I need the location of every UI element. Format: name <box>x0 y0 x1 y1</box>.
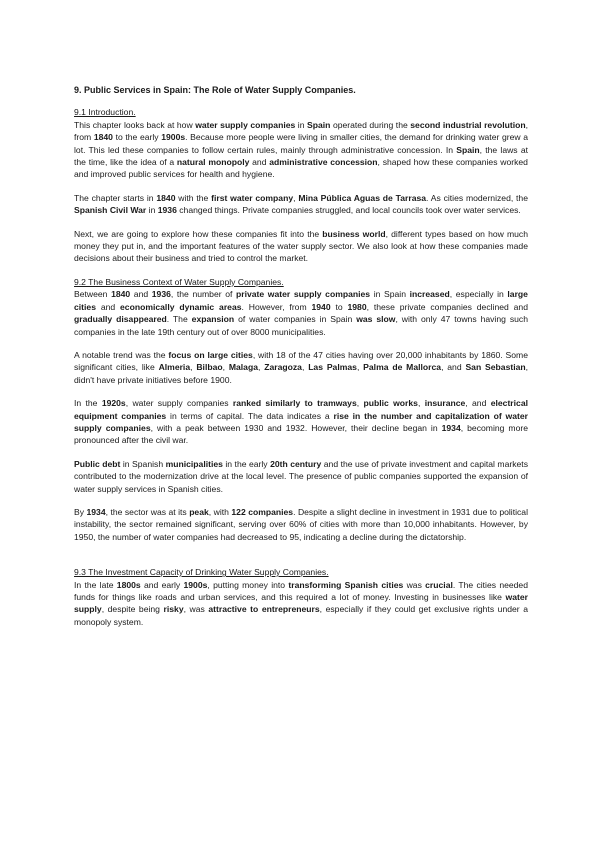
paragraph <box>74 192 528 217</box>
section-gap <box>74 554 528 566</box>
bold-text: public works <box>363 398 418 409</box>
paragraph <box>74 458 528 495</box>
bold-text: attractive to entrepreneurs <box>208 604 320 615</box>
text-run: and <box>95 301 121 312</box>
bold-text: Malaga <box>228 362 258 373</box>
text-run: in <box>295 119 308 130</box>
bold-text: Spain <box>307 119 331 130</box>
text-run: , and <box>465 398 491 409</box>
bold-text: increased <box>409 289 450 300</box>
bold-text: Palma de Mallorca <box>363 362 442 373</box>
bold-text: transforming Spanish cities <box>288 579 404 590</box>
bold-text: focus on large cities <box>168 349 253 360</box>
text-run: , becoming more pronounced after the civil war. <box>74 422 528 446</box>
section-heading: 9.3 The Investment Capacity of Drinking Water Supply Companies. <box>74 567 329 578</box>
text-run: , <box>293 192 299 203</box>
text-run: , putting money into <box>207 579 289 590</box>
text-run: in terms of capital. The data indicates a <box>166 410 334 421</box>
bold-text: 1840 <box>156 192 176 203</box>
text-run: , <box>257 362 265 373</box>
paragraph <box>74 119 528 181</box>
text-run: , despite being <box>101 604 164 615</box>
bold-text: Almeria <box>158 362 191 373</box>
bold-text: Mina Pública Aguas de Tarrasa <box>298 192 427 203</box>
text-run: Between <box>74 289 112 300</box>
text-run: , especially if they could get exclusive rights under a monopoly system. <box>74 604 528 627</box>
paragraph <box>74 397 528 447</box>
bold-text: economically dynamic areas <box>120 301 242 312</box>
text-run: . As cities modernized, the <box>426 192 528 203</box>
bold-text: water supply <box>74 592 528 615</box>
bold-text: San Sebastian <box>465 362 526 373</box>
text-run: and <box>249 157 270 168</box>
text-run: , shaped how these companies worked and improved public services for health and hygiene. <box>74 157 528 180</box>
bold-text: 1936 <box>157 205 177 216</box>
text-run: to the early <box>112 132 162 143</box>
text-run: . The <box>166 314 192 325</box>
bold-text: natural monopoly <box>176 157 250 168</box>
bold-text: expansion <box>191 314 235 325</box>
bold-text: 1900s <box>183 579 208 590</box>
text-run: and the use of private investment and capital markets contributed to the modernization drive at the local level. The presence of public companies supported the expansion of water supply services in Spanish cities. <box>74 458 528 494</box>
text-run: , and <box>441 362 466 373</box>
text-run: to <box>330 301 348 312</box>
bold-text: second industrial revolution <box>410 119 526 130</box>
text-run: The chapter starts in <box>74 192 157 203</box>
bold-text: business world <box>322 228 386 239</box>
text-run: , with only 47 towns having such companies in the late 19th century out of over 8000 municipalities. <box>74 314 528 337</box>
bold-text: 20th century <box>270 458 322 469</box>
text-run: , <box>222 362 229 373</box>
bold-text: peak <box>189 506 209 517</box>
bold-text: administrative concession <box>269 157 378 168</box>
bold-text: crucial <box>425 579 453 590</box>
text-run: operated during the <box>330 119 411 130</box>
text-run: , especially in <box>449 289 508 300</box>
text-run: , these private companies declined and <box>366 301 528 312</box>
bold-text: ranked similarly to tramways <box>232 398 357 409</box>
text-run: . The cities needed funds for things like roads and urban services, and this required a lot of money. Investing in businesses like <box>74 579 528 602</box>
paragraph <box>74 288 528 338</box>
text-run: , didn't have private initiatives before 1900. <box>74 362 529 385</box>
bold-text: was slow <box>356 314 396 325</box>
bold-text: water supply companies <box>195 119 296 130</box>
text-run: in Spanish <box>120 458 166 469</box>
text-run: , the sector was at its <box>105 506 190 517</box>
text-run: , <box>356 398 364 409</box>
text-run: in the early <box>222 458 271 469</box>
bold-text: gradually disappeared <box>74 314 167 325</box>
document-page <box>74 84 528 639</box>
bold-text: 1934 <box>86 506 106 517</box>
text-run: and early <box>140 579 184 590</box>
text-run: , water supply companies <box>125 398 233 409</box>
bold-text: private water supply companies <box>236 289 371 300</box>
text-run: , with a peak between 1930 and 1932. However, their decline began in <box>150 422 442 433</box>
bold-text: electrical equipment companies <box>74 398 528 421</box>
text-run: By <box>74 506 87 517</box>
bold-text: rise in the number and capitalization of water supply companies <box>74 410 529 433</box>
text-run: , <box>417 398 425 409</box>
bold-text: first water company <box>211 192 294 203</box>
text-run: , <box>190 362 197 373</box>
bold-text: 1840 <box>111 289 131 300</box>
bold-text: Bilbao <box>196 362 223 373</box>
text-run: in <box>146 205 158 216</box>
bold-text: Spanish Civil War <box>74 205 147 216</box>
text-run: . However, from <box>241 301 312 312</box>
text-run: A notable trend was the <box>74 349 169 360</box>
bold-text: insurance <box>424 398 466 409</box>
text-run: changed things. Private companies struggled, and local councils took over water services. <box>176 205 521 216</box>
bold-text: Spain <box>456 144 480 155</box>
bold-text: 1920s <box>101 398 126 409</box>
text-run: This chapter looks back at how <box>74 119 196 130</box>
paragraph <box>74 579 528 629</box>
text-run: of water companies in Spain <box>234 314 357 325</box>
text-run: , was <box>183 604 209 615</box>
bold-text: 1936 <box>151 289 171 300</box>
bold-text: Public debt <box>74 458 121 469</box>
bold-text: 1840 <box>93 132 113 143</box>
text-run: , <box>301 362 309 373</box>
bold-text: 1900s <box>161 132 186 143</box>
bold-text: 1940 <box>311 301 331 312</box>
text-run: , from <box>74 119 529 143</box>
paragraph <box>74 506 528 543</box>
text-run: In the <box>74 398 102 409</box>
text-run: In the late <box>74 579 117 590</box>
text-run: . Because more people were living in smaller cities, the demand for drinking water grew a lot. This led these companies to follow certain rules, mainly through administrative concession. In <box>74 132 529 155</box>
paragraph <box>74 349 528 386</box>
bold-text: risky <box>163 604 184 615</box>
bold-text: Las Palmas <box>308 362 357 373</box>
bold-text: 1800s <box>116 579 141 590</box>
bold-text: 1934 <box>441 422 461 433</box>
section-heading: 9.2 The Business Context of Water Supply Companies. <box>74 276 284 287</box>
text-run: was <box>403 579 426 590</box>
text-run: . Despite a slight decline in investment in 1931 due to political instability, the sector remained significant, serving over 60% of cities with more than 10,000 inhabitants. However, by 1950, the number of water companies had decreased to 95, indicating a decline during the dictatorship. <box>74 506 528 542</box>
bold-text: Zaragoza <box>264 362 302 373</box>
bold-text: municipalities <box>165 458 223 469</box>
text-run: with the <box>175 192 212 203</box>
bold-text: large cities <box>74 289 528 312</box>
bold-text: 122 companies <box>231 506 294 517</box>
text-run: , the number of <box>170 289 236 300</box>
text-run: , with <box>208 506 232 517</box>
text-run: , with 18 of the 47 cities having over 20,000 inhabitants by 1860. Some significant cities, like <box>74 349 528 373</box>
document-body <box>74 106 528 628</box>
text-run: , the laws at the time, like the idea of a <box>74 144 528 168</box>
section-heading: 9.1 Introduction. <box>74 107 136 118</box>
bold-text: 1980 <box>347 301 367 312</box>
paragraph <box>74 228 528 265</box>
text-run: and <box>130 289 152 300</box>
text-run: Next, we are going to explore how these companies fit into the <box>74 228 323 239</box>
text-run: in Spain <box>370 289 410 300</box>
text-run: , different types based on how much money they put in, and the important features of the water supply sector. We also look at how these companies made decisions about their business and tried to control the market. <box>74 228 528 264</box>
text-run: , <box>356 362 364 373</box>
document-title: 9. Public Services in Spain: The Role of Water Supply Companies. <box>74 85 356 95</box>
